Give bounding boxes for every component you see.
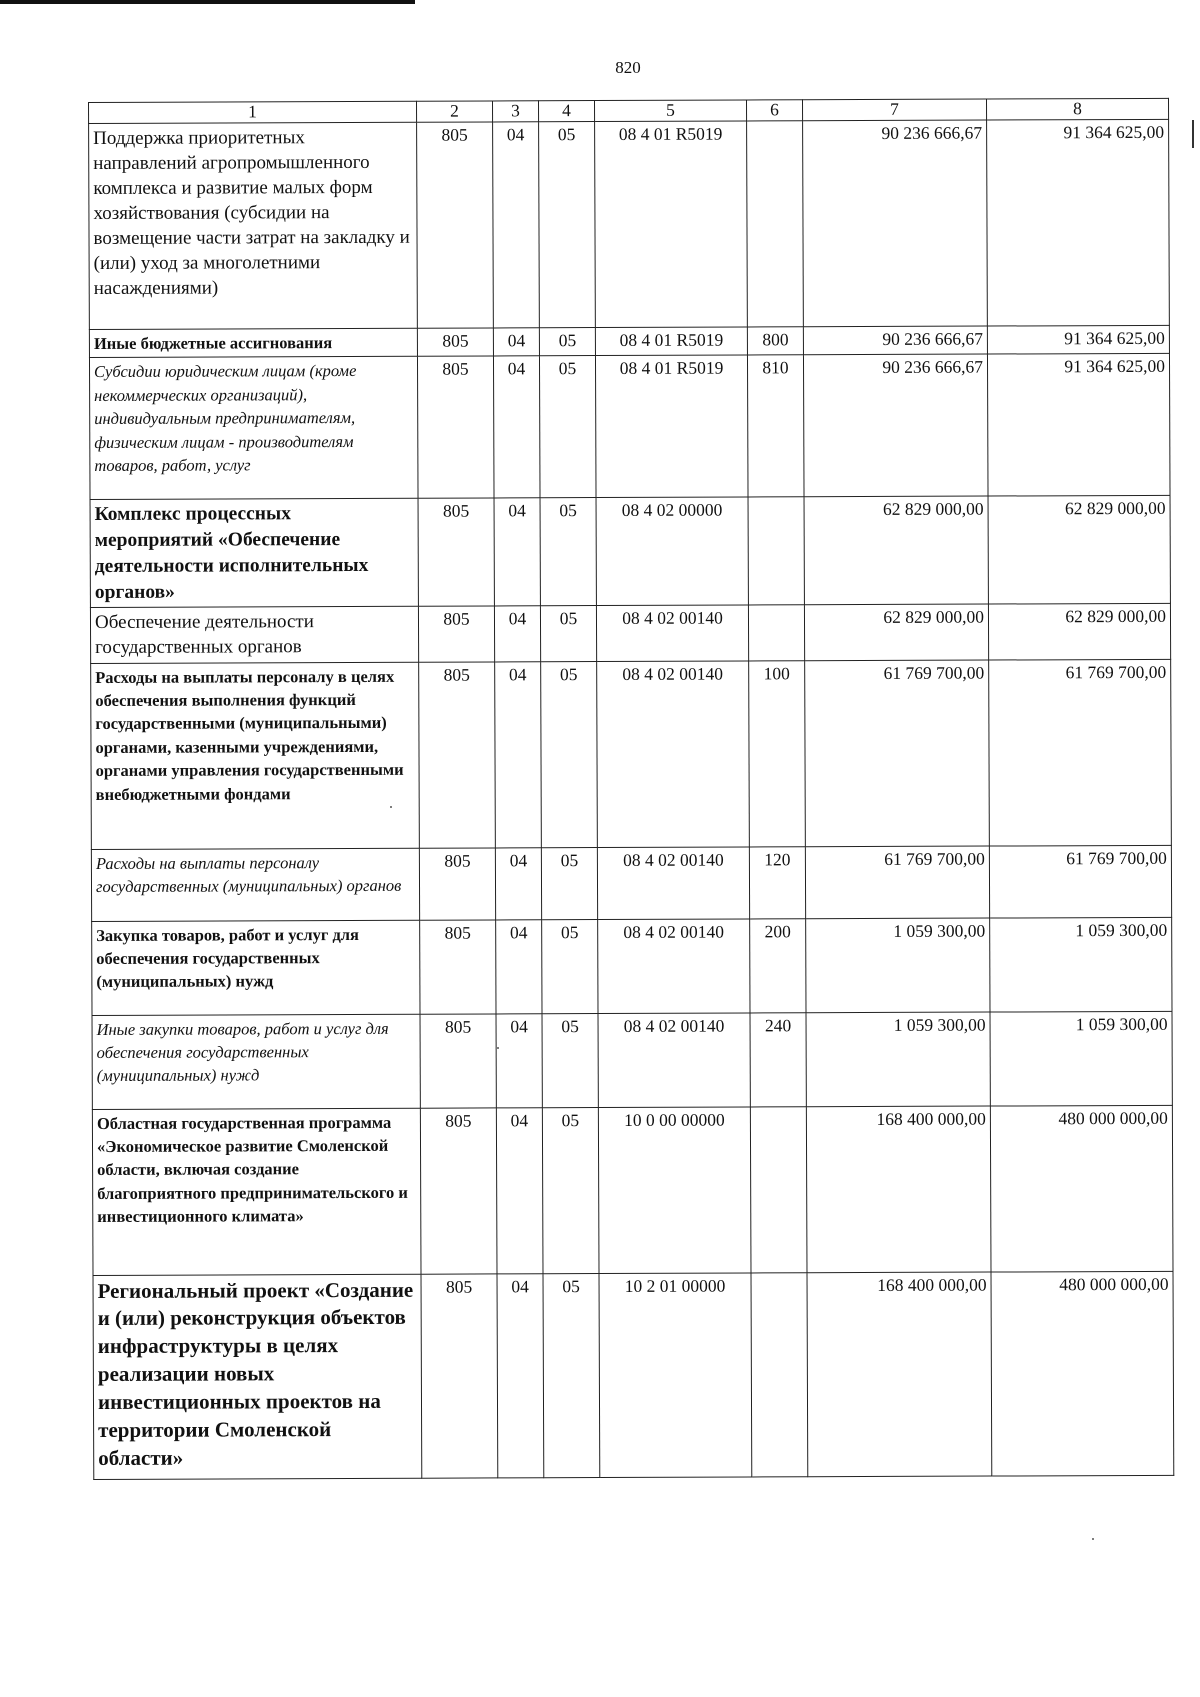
cell-grbs: 805 [418,498,494,606]
cell-subsection: 05 [539,122,596,328]
table-row [93,1271,1174,1479]
row-name: Закупка товаров, работ и услуг для обеспечения государственных (муниципальных) нужд [92,920,420,1015]
cell-subsection: 05 [542,919,598,1013]
cell-amount-year1: 90 236 666,67 [803,120,988,327]
cell-section: 04 [493,328,539,357]
col-header: 5 [594,100,746,122]
row-name: Расходы на выплаты персоналу государственных (муниципальных) органов [91,848,419,921]
cell-subsection: 05 [542,1107,599,1273]
cell-amount-year2: 62 829 000,00 [988,604,1170,660]
cell-subsection: 05 [539,328,595,357]
cell-target-article: 10 0 00 00000 [598,1106,751,1273]
budget-table [88,98,1174,1480]
cell-section: 04 [495,661,542,847]
table-row [90,496,1170,608]
cell-expense-type: 100 [749,660,806,846]
cell-expense-type [750,1106,807,1272]
cell-subsection: 05 [541,847,597,919]
cell-section: 04 [494,606,540,661]
cell-amount-year1: 168 400 000,00 [806,1106,991,1273]
cell-amount-year1: 62 829 000,00 [804,496,988,605]
cell-amount-year2: 61 769 700,00 [989,845,1171,918]
cell-grbs: 805 [417,328,493,357]
cell-amount-year1: 90 236 666,67 [803,326,987,355]
col-header: 3 [492,101,538,122]
cell-section: 04 [496,919,542,1013]
row-name: Обеспечение деятельности государственных органов [90,607,418,663]
cell-amount-year1: 168 400 000,00 [807,1272,992,1477]
cell-grbs: 805 [417,356,494,498]
page-number: 820 [615,58,641,77]
scan-speck [390,806,392,808]
cell-target-article: 10 2 01 00000 [599,1272,752,1477]
cell-amount-year2: 1 059 300,00 [990,1011,1172,1106]
cell-grbs: 805 [419,661,496,847]
cell-grbs: 805 [420,919,496,1013]
cell-target-article: 08 4 02 00140 [598,918,750,1013]
cell-expense-type: 120 [749,846,805,918]
col-header: 6 [746,100,802,121]
cell-subsection: 05 [542,1013,598,1107]
cell-section: 04 [493,356,540,498]
cell-amount-year1: 62 829 000,00 [804,604,988,660]
row-name: Региональный проект «Создание и (или) реконструкция объектов инфраструктуры в целях реализации новых инвестиционных проектов на территории Смоленской области» [93,1274,422,1479]
cell-target-article: 08 4 01 R5019 [595,327,747,356]
row-name: Областная государственная программа «Экономическое развитие Смоленской области, включая создание благоприятного предпринимательского и инвестиционного климата» [92,1108,421,1275]
row-name: Иные бюджетные ассигнования [89,328,417,358]
row-name: Поддержка приоритетных направлений агропромышленного комплекса и развитие малых форм хозяйствования (субсидии на возмещение части затрат на закладку и (или) уход за многолетними насаждениями) [89,122,418,329]
cell-target-article: 08 4 02 00140 [598,1012,750,1107]
cell-grbs: 805 [417,122,494,328]
cell-section: 04 [494,498,540,606]
cell-subsection: 05 [540,498,596,606]
cell-expense-type [747,121,804,327]
table-row [89,354,1170,500]
table-row [89,325,1169,358]
cell-section: 04 [496,1107,543,1273]
cell-target-article: 08 4 01 R5019 [595,121,748,328]
cell-subsection: 05 [539,356,596,498]
cell-section: 04 [493,122,540,328]
cell-expense-type [751,1272,808,1476]
cell-section: 04 [496,1013,542,1107]
cell-target-article: 08 4 02 00140 [597,660,750,847]
table-row [92,917,1172,1015]
cell-expense-type: 200 [750,918,806,1012]
table-row [92,1011,1172,1109]
cell-grbs: 805 [420,1013,496,1107]
row-name: Комплекс процессных мероприятий «Обеспечение деятельности исполнительных органов» [90,499,418,608]
scan-edge-mark [1192,120,1194,148]
cell-amount-year2: 61 769 700,00 [989,659,1172,846]
cell-amount-year2: 91 364 625,00 [987,119,1170,326]
cell-grbs: 805 [421,1273,498,1477]
cell-grbs: 805 [418,606,494,661]
cell-grbs: 805 [419,847,495,919]
col-header: 2 [416,101,492,122]
cell-amount-year2: 91 364 625,00 [987,354,1170,497]
cell-expense-type: 240 [750,1012,806,1106]
cell-section: 04 [497,1273,544,1477]
cell-section: 04 [495,847,541,919]
cell-expense-type: 810 [747,355,804,497]
cell-expense-type: 800 [747,327,803,356]
col-header: 4 [538,101,594,122]
cell-amount-year1: 61 769 700,00 [805,846,989,919]
top-rule [0,0,415,4]
col-header: 8 [986,98,1168,120]
row-name: Субсидии юридическим лицам (кроме некоммерческих организаций), индивидуальным предпринимателям, физическим лицам - производителям товаров, работ, услуг [89,357,418,500]
col-header: 1 [89,101,417,123]
cell-target-article: 08 4 01 R5019 [595,355,748,498]
cell-amount-year1: 61 769 700,00 [805,660,990,847]
cell-amount-year2: 1 059 300,00 [990,917,1172,1012]
col-header: 7 [802,99,986,121]
cell-amount-year1: 90 236 666,67 [803,354,988,497]
scan-speck [497,1047,499,1049]
cell-target-article: 08 4 02 00140 [597,846,749,919]
cell-amount-year1: 1 059 300,00 [806,918,990,1013]
cell-amount-year2: 91 364 625,00 [987,325,1169,354]
cell-grbs: 805 [420,1107,497,1273]
table-row [92,1105,1173,1275]
cell-subsection: 05 [543,1273,600,1477]
cell-amount-year2: 480 000 000,00 [991,1271,1174,1476]
cell-expense-type [748,605,804,660]
cell-amount-year2: 62 829 000,00 [988,496,1170,605]
table-row [91,659,1172,849]
row-name: Расходы на выплаты персоналу в целях обеспечения выполнения функций государственными (муниципальными) органами, казенными учреждениями, органами управления государственными внебюджетными фондами [91,662,420,849]
cell-expense-type [748,497,804,605]
cell-target-article: 08 4 02 00000 [596,497,748,606]
cell-target-article: 08 4 02 00140 [596,605,748,661]
table-row [90,604,1170,663]
table-row [89,119,1170,329]
row-name: Иные закупки товаров, работ и услуг для обеспечения государственных (муниципальных) нужд [92,1014,420,1109]
scan-speck [1092,1538,1094,1540]
cell-amount-year2: 480 000 000,00 [990,1105,1173,1272]
cell-subsection: 05 [541,661,598,847]
cell-amount-year1: 1 059 300,00 [806,1012,990,1107]
cell-subsection: 05 [540,606,596,661]
table-row [91,845,1171,921]
